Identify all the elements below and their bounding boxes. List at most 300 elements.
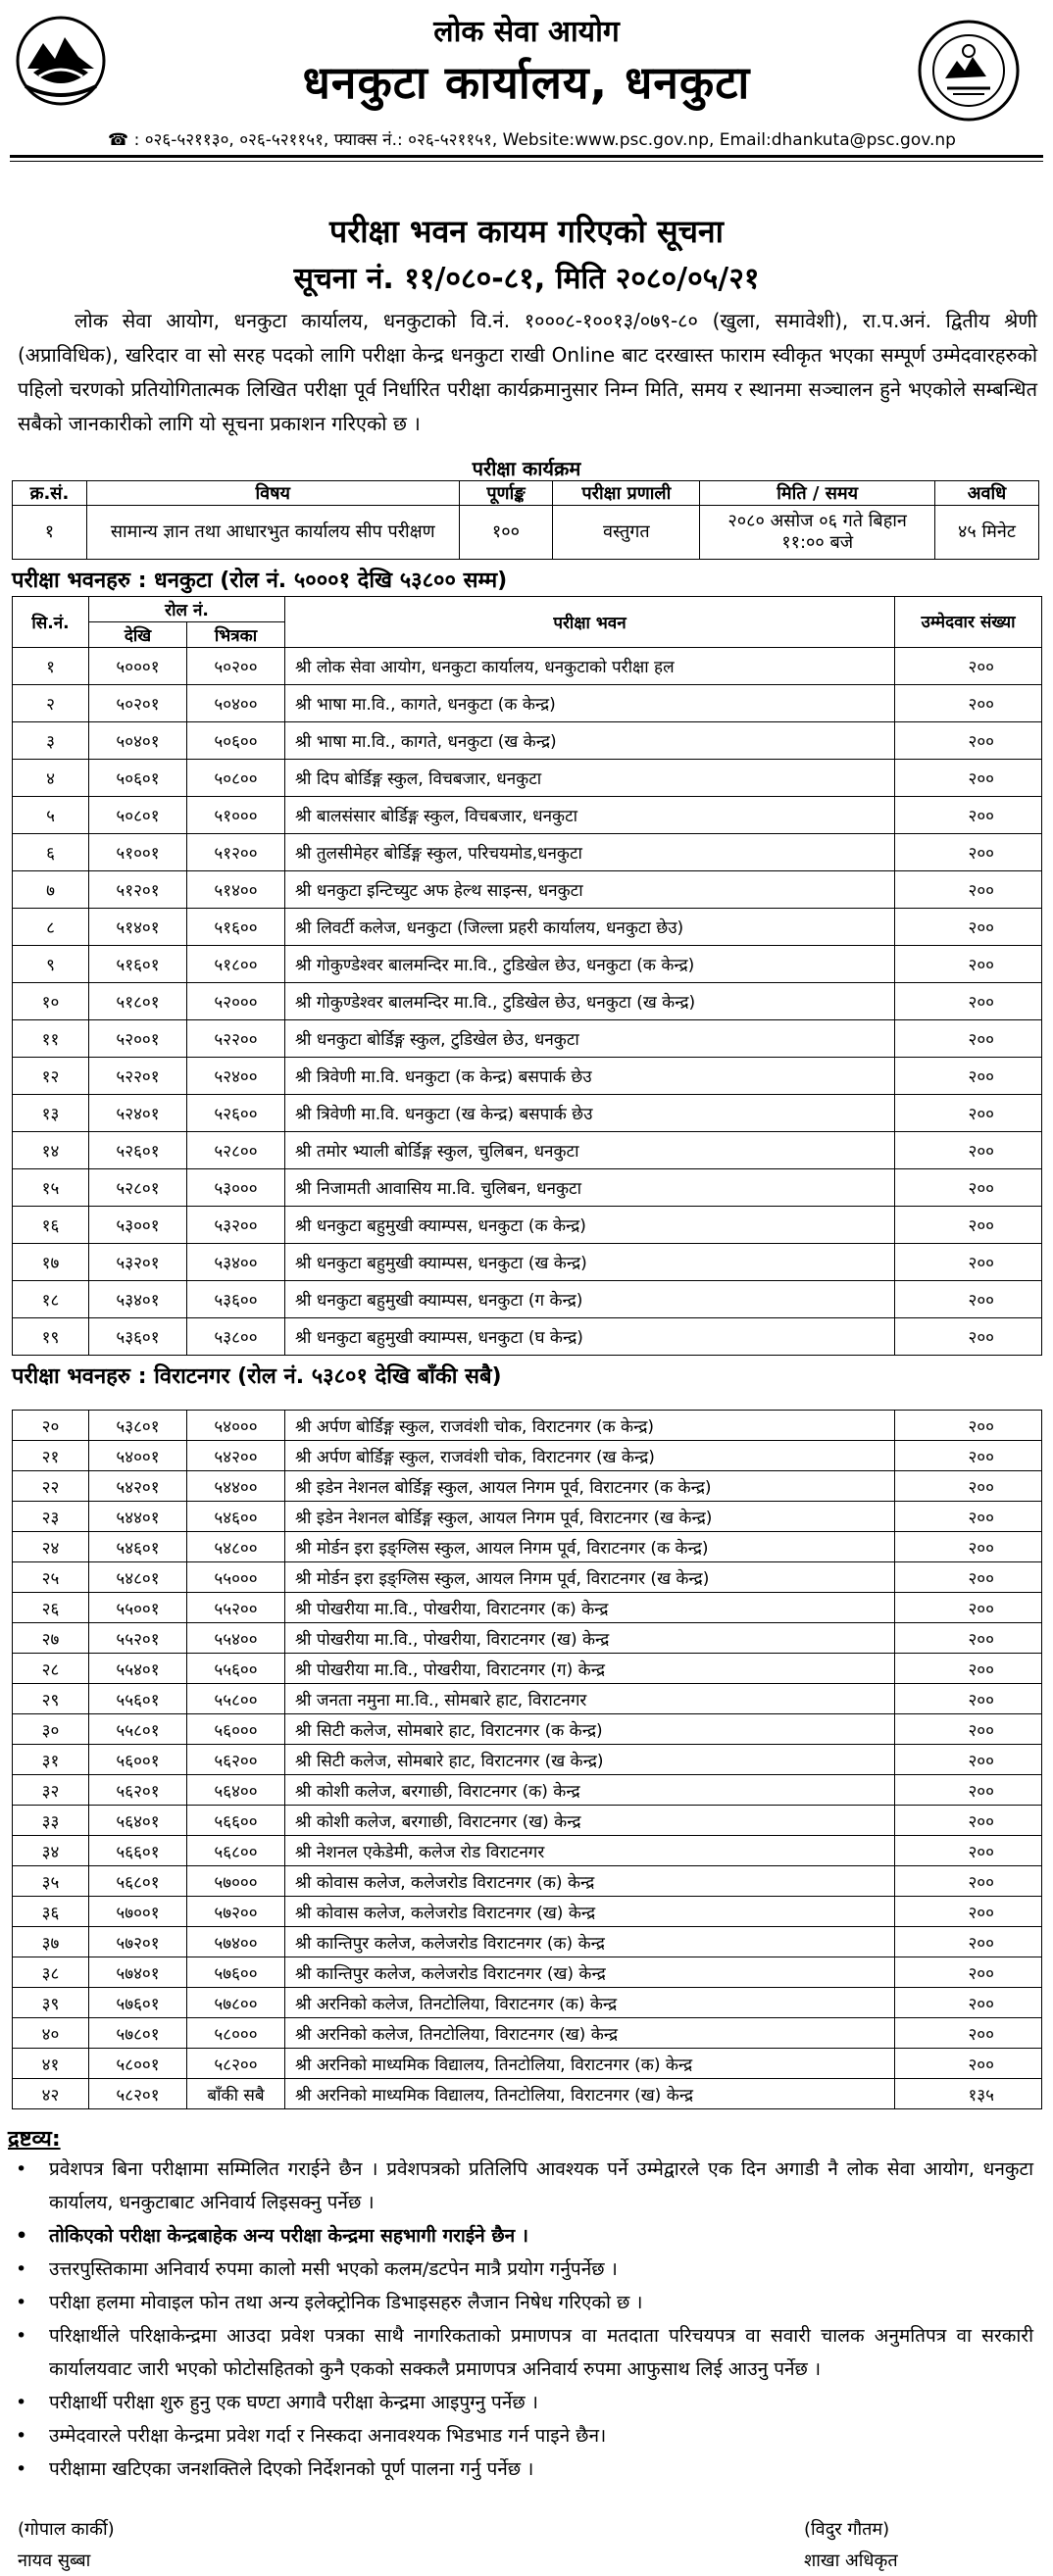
row-hall-name: श्री बालसंसार बोर्डिङ्ग स्कुल, विचबजार, धनकुटा: [285, 797, 895, 834]
row-roll-from: ५४००१: [89, 1441, 187, 1471]
schedule-sn: १: [13, 506, 87, 560]
table-row: [13, 871, 1042, 909]
row-roll-from: ५७८०१: [89, 2018, 187, 2049]
row-roll-to: ५७४००: [187, 1927, 285, 1957]
header-to: भित्रका: [187, 622, 285, 648]
row-candidate-count: २००: [895, 722, 1042, 760]
schedule-header-sn: क्र.सं.: [13, 481, 87, 506]
row-sn: १३: [13, 1095, 89, 1132]
row-roll-to: ५६६००: [187, 1806, 285, 1836]
row-roll-to: ५१८००: [187, 946, 285, 983]
row-roll-from: ५२८०१: [89, 1169, 187, 1207]
row-sn: ४२: [13, 2079, 89, 2109]
row-hall-name: श्री भाषा मा.वि., कागते, धनकुटा (ख केन्द्र): [285, 722, 895, 760]
note-item: • परीक्षामा खटिएका जनशक्तिले दिएको निर्देशनको पूर्ण पालना गर्नु पर्नेछ ।: [10, 2452, 1033, 2486]
signatory-right-name: (विदुर गौतम): [804, 2519, 890, 2540]
row-hall-name: श्री अरनिको माध्यमिक विद्यालय, तिनटोलिया, विराटनगर (ख) केन्द्र: [285, 2079, 895, 2109]
row-roll-to: ५१२००: [187, 834, 285, 871]
row-hall-name: श्री जनता नमुना मा.वि., सोमबारे हाट, विराटनगर: [285, 1684, 895, 1714]
row-hall-name: श्री मोर्डन इरा इङ्ग्लिस स्कुल, आयल निगम पूर्व, विराटनगर (ख केन्द्र): [285, 1562, 895, 1593]
row-roll-from: ५५४०१: [89, 1654, 187, 1684]
signatory-left-title: नायव सुब्बा: [18, 2551, 91, 2571]
table-row: [13, 946, 1042, 983]
row-roll-to: ५२२००: [187, 1020, 285, 1058]
row-roll-from: ५६६०१: [89, 1836, 187, 1866]
table-row: [13, 1441, 1042, 1471]
row-hall-name: श्री लिवर्टी कलेज, धनकुटा (जिल्ला प्रहरी कार्यालय, धनकुटा छेउ): [285, 909, 895, 946]
table-row: [13, 2079, 1042, 2109]
row-candidate-count: २००: [895, 648, 1042, 685]
row-candidate-count: २००: [895, 1684, 1042, 1714]
section-biratnagar-title: परीक्षा भवनहरु : विराटनगर (रोल नं. ५३८०१ देखि बाँकी सबै): [12, 1364, 502, 1389]
row-hall-name: श्री इडेन नेशनल बोर्डिङ्ग स्कुल, आयल निगम पूर्व, विराटनगर (क केन्द्र): [285, 1471, 895, 1502]
table-row: [13, 722, 1042, 760]
row-candidate-count: २००: [895, 1169, 1042, 1207]
row-roll-to: ५६४००: [187, 1775, 285, 1806]
header-sn: सि.नं.: [13, 597, 89, 648]
row-candidate-count: २००: [895, 946, 1042, 983]
row-roll-to: ५३४००: [187, 1244, 285, 1281]
header-roll: रोल नं.: [89, 597, 285, 622]
table-row: [13, 1714, 1042, 1745]
row-roll-from: ५७२०१: [89, 1927, 187, 1957]
table-row: [13, 1745, 1042, 1775]
row-hall-name: श्री धनकुटा बहुमुखी क्याम्पस, धनकुटा (घ केन्द्र): [285, 1318, 895, 1356]
row-roll-from: ५२२०१: [89, 1058, 187, 1095]
row-sn: ४०: [13, 2018, 89, 2049]
row-hall-name: श्री अर्पण बोर्डिङ्ग स्कुल, राजवंशी चोक, विराटनगर (क केन्द्र): [285, 1411, 895, 1441]
row-hall-name: श्री धनकुटा बहुमुखी क्याम्पस, धनकुटा (ख केन्द्र): [285, 1244, 895, 1281]
row-sn: १: [13, 648, 89, 685]
row-candidate-count: २००: [895, 685, 1042, 722]
row-candidate-count: २००: [895, 1927, 1042, 1957]
table-row: [13, 2049, 1042, 2079]
table-row: [13, 648, 1042, 685]
row-roll-from: ५४२०१: [89, 1471, 187, 1502]
row-hall-name: श्री कान्तिपुर कलेज, कलेजरोड विराटनगर (ख) केन्द्र: [285, 1957, 895, 1988]
row-roll-from: ५१००१: [89, 834, 187, 871]
row-roll-to: ५७८००: [187, 1988, 285, 2018]
row-roll-from: ५५२०१: [89, 1623, 187, 1654]
bullet-icon: •: [16, 2258, 27, 2280]
row-candidate-count: २००: [895, 1471, 1042, 1502]
row-hall-name: श्री धनकुटा इन्टिच्युट अफ हेल्थ साइन्स, धनकुटा: [285, 871, 895, 909]
row-sn: २४: [13, 1532, 89, 1562]
row-sn: ७: [13, 871, 89, 909]
table-row: [13, 1244, 1042, 1281]
row-roll-from: ५०४०१: [89, 722, 187, 760]
row-roll-from: ५१८०१: [89, 983, 187, 1020]
row-sn: २०: [13, 1411, 89, 1441]
table-row: [13, 1411, 1042, 1441]
row-hall-name: श्री लोक सेवा आयोग, धनकुटा कार्यालय, धनकुटाको परीक्षा हल: [285, 648, 895, 685]
row-sn: ४: [13, 760, 89, 797]
schedule-row: [13, 506, 1039, 560]
row-roll-to: ५०६००: [187, 722, 285, 760]
table-row: [13, 1532, 1042, 1562]
row-hall-name: श्री कोशी कलेज, बरगाछी, विराटनगर (ख) केन्द्र: [285, 1806, 895, 1836]
note-item: • तोकिएको परीक्षा केन्द्रबाहेक अन्य परीक्षा केन्द्रमा सहभागी गराईने छैन ।: [10, 2219, 1033, 2253]
row-roll-to: ५१४००: [187, 871, 285, 909]
row-roll-to: ५७६००: [187, 1957, 285, 1988]
table-row: [13, 1836, 1042, 1866]
table-row: [13, 1623, 1042, 1654]
table-row: [13, 797, 1042, 834]
row-candidate-count: २००: [895, 1957, 1042, 1988]
row-candidate-count: २००: [895, 1318, 1042, 1356]
row-roll-from: ५३२०१: [89, 1244, 187, 1281]
schedule-header-marks: पूर्णाङ्क: [459, 481, 553, 506]
row-sn: २७: [13, 1623, 89, 1654]
notice-title: परीक्षा भवन कायम गरिएको सूचना: [329, 213, 724, 250]
row-hall-name: श्री कोवास कलेज, कलेजरोड विराटनगर (क) केन्द्र: [285, 1866, 895, 1897]
bullet-icon: •: [16, 2425, 27, 2447]
row-roll-to: ५१६००: [187, 909, 285, 946]
row-roll-to: ५४२००: [187, 1441, 285, 1471]
row-sn: २५: [13, 1562, 89, 1593]
row-roll-to: बाँकी सबै: [187, 2079, 285, 2109]
row-roll-from: ५८२०१: [89, 2079, 187, 2109]
row-hall-name: श्री तमोर भ्याली बोर्डिङ्ग स्कुल, चुलिबन, धनकुटा: [285, 1132, 895, 1169]
schedule-header-subject: विषय: [86, 481, 459, 506]
row-roll-from: ५२६०१: [89, 1132, 187, 1169]
table-row: [13, 1927, 1042, 1957]
row-hall-name: श्री कान्तिपुर कलेज, कलेजरोड विराटनगर (क) केन्द्र: [285, 1927, 895, 1957]
schedule-header-duration: अवधि: [935, 481, 1039, 506]
row-candidate-count: २००: [895, 1058, 1042, 1095]
row-candidate-count: २००: [895, 1897, 1042, 1927]
row-roll-from: ५०६०१: [89, 760, 187, 797]
row-roll-from: ५३६०१: [89, 1318, 187, 1356]
table-row: [13, 1132, 1042, 1169]
schedule-header-row: [13, 481, 1039, 506]
row-sn: ३१: [13, 1745, 89, 1775]
table-row: [13, 1957, 1042, 1988]
schedule-header-system: परीक्षा प्रणाली: [553, 481, 700, 506]
row-sn: १०: [13, 983, 89, 1020]
row-candidate-count: २००: [895, 1623, 1042, 1654]
row-hall-name: श्री त्रिवेणी मा.वि. धनकुटा (ख केन्द्र) बसपार्क छेउ: [285, 1095, 895, 1132]
table-row: [13, 1654, 1042, 1684]
section-dhankuta-title: परीक्षा भवनहरु : धनकुटा (रोल नं. ५०००१ देखि ५३८०० सम्म): [12, 569, 508, 593]
row-candidate-count: २००: [895, 1775, 1042, 1806]
row-roll-from: ५०२०१: [89, 685, 187, 722]
row-candidate-count: २००: [895, 2018, 1042, 2049]
row-sn: ३: [13, 722, 89, 760]
row-roll-to: ५५२००: [187, 1593, 285, 1623]
row-sn: १६: [13, 1207, 89, 1244]
row-roll-from: ५५८०१: [89, 1714, 187, 1745]
row-roll-from: ५१४०१: [89, 909, 187, 946]
note-item: • उम्मेदवारले परीक्षा केन्द्रमा प्रवेश गर्दा र निस्कदा अनावश्यक भिडभाड गर्न पाइने छैन।: [10, 2419, 1033, 2452]
row-candidate-count: २००: [895, 1095, 1042, 1132]
row-sn: ५: [13, 797, 89, 834]
row-roll-to: ५३६००: [187, 1281, 285, 1318]
row-sn: ४१: [13, 2049, 89, 2079]
table-row: [13, 1095, 1042, 1132]
notice-intro: लोक सेवा आयोग, धनकुटा कार्यालय, धनकुटाको वि.नं. १०००८-१००१३/०७९-८० (खुला, समावेशी), रा.प.अनं. द्वितीय श्रेणी (अप्राविधिक), खरिदार वा सो सरह पदको लागि परीक्षा केन्द्र धनकुटा राखी Online बाट दरखास्त फाराम स्वीकृत भएका सम्पूर्ण उम्मेदवारहरुको पहिलो चरणको प्रतियोगितात्मक लिखित परीक्षा पूर्व निर्धारित परीक्षा कार्यक्रमानुसार निम्न मिति, समय र स्थानमा सञ्चालन हुने भएकोले सम्बन्धित सबैको जानकारीको लागि यो सूचना प्रकाशन गरिएको छ ।: [18, 309, 1037, 435]
row-candidate-count: २००: [895, 1244, 1042, 1281]
row-sn: ८: [13, 909, 89, 946]
table-row: [13, 1502, 1042, 1532]
row-roll-to: ५८२००: [187, 2049, 285, 2079]
note-item: • उत्तरपुस्तिकामा अनिवार्य रुपमा कालो मसी भएको कलम/डटपेन मात्रै प्रयोग गर्नुपर्नेछ ।: [10, 2253, 1033, 2286]
row-hall-name: श्री धनकुटा बोर्डिङ्ग स्कुल, टुडिखेल छेउ, धनकुटा: [285, 1020, 895, 1058]
header-from: देखि: [89, 622, 187, 648]
row-hall-name: श्री सिटी कलेज, सोमबारे हाट, विराटनगर (क केन्द्र): [285, 1714, 895, 1745]
table-row: [13, 1169, 1042, 1207]
header-divider: [10, 155, 1043, 158]
bullet-icon: •: [16, 2325, 27, 2347]
row-candidate-count: २००: [895, 1281, 1042, 1318]
header-hall: परीक्षा भवन: [285, 597, 895, 648]
row-roll-from: ५७४०१: [89, 1957, 187, 1988]
bullet-icon: •: [16, 2225, 28, 2247]
schedule-duration: ४५ मिनेट: [935, 506, 1039, 560]
table-row: [13, 834, 1042, 871]
row-roll-to: ५३०००: [187, 1169, 285, 1207]
row-sn: १८: [13, 1281, 89, 1318]
row-roll-to: ५५०००: [187, 1562, 285, 1593]
note-item: • परीक्षार्थी परीक्षा शुरु हुनु एक घण्टा अगावै परीक्षा केन्द्रमा आइपुग्नु पर्नेछ ।: [10, 2386, 1033, 2419]
row-hall-name: श्री गोकुण्डेश्वर बालमन्दिर मा.वि., टुडिखेल छेउ, धनकुटा (ख केन्द्र): [285, 983, 895, 1020]
row-sn: १९: [13, 1318, 89, 1356]
row-candidate-count: २००: [895, 909, 1042, 946]
row-hall-name: श्री मोर्डन इरा इङ्ग्लिस स्कुल, आयल निगम पूर्व, विराटनगर (क केन्द्र): [285, 1532, 895, 1562]
row-roll-to: ५४८००: [187, 1532, 285, 1562]
dhankuta-halls-table: [12, 596, 1042, 1356]
row-hall-name: श्री पोखरीया मा.वि., पोखरीया, विराटनगर (ग) केन्द्र: [285, 1654, 895, 1684]
notes-list: [10, 2153, 1033, 2486]
row-candidate-count: २००: [895, 1593, 1042, 1623]
row-sn: ३०: [13, 1714, 89, 1745]
row-sn: २२: [13, 1471, 89, 1502]
office-name: धनकुटा कार्यालय, धनकुटा: [302, 56, 751, 109]
row-candidate-count: २००: [895, 834, 1042, 871]
row-hall-name: श्री नेशनल एकेडेमी, कलेज रोड विराटनगर: [285, 1836, 895, 1866]
header-count: उम्मेदवार संख्या: [895, 597, 1042, 648]
table-row: [13, 1471, 1042, 1502]
row-roll-from: ५६८०१: [89, 1866, 187, 1897]
row-sn: ९: [13, 946, 89, 983]
row-roll-to: ५५८००: [187, 1684, 285, 1714]
row-hall-name: श्री तुलसीमेहर बोर्डिङ्ग स्कुल, परिचयमोड,धनकुटा: [285, 834, 895, 871]
table-row: [13, 2018, 1042, 2049]
row-roll-to: ५२४००: [187, 1058, 285, 1095]
row-candidate-count: २००: [895, 1836, 1042, 1866]
row-roll-from: ५३००१: [89, 1207, 187, 1244]
schedule-title: परीक्षा कार्यक्रम: [472, 457, 581, 480]
row-roll-to: ५४६००: [187, 1502, 285, 1532]
row-candidate-count: २००: [895, 1411, 1042, 1441]
row-sn: ३९: [13, 1988, 89, 2018]
biratnagar-halls-table: [12, 1410, 1042, 2109]
row-roll-to: ५२०००: [187, 983, 285, 1020]
table-row: [13, 1058, 1042, 1095]
signatory-right-title: शाखा अधिकृत: [804, 2551, 898, 2571]
note-item: • प्रवेशपत्र बिना परीक्षामा सम्मिलित गराईने छैन । प्रवेशपत्रको प्रतिलिपि आवश्यक पर्ने उम्मेद्वारले एक दिन अगाडी नै लोक सेवा आयोग, धनकुटा कार्यालय, धनकुटाबाट अनिवार्य लिइसक्नु पर्नेछ ।: [10, 2153, 1033, 2219]
row-sn: ३२: [13, 1775, 89, 1806]
row-candidate-count: २००: [895, 797, 1042, 834]
table-row: [13, 1020, 1042, 1058]
row-sn: ११: [13, 1020, 89, 1058]
row-candidate-count: १३५: [895, 2079, 1042, 2109]
row-roll-from: ५६४०१: [89, 1806, 187, 1836]
row-hall-name: श्री धनकुटा बहुमुखी क्याम्पस, धनकुटा (क केन्द्र): [285, 1207, 895, 1244]
row-hall-name: श्री दिप बोर्डिङ्ग स्कुल, विचबजार, धनकुटा: [285, 760, 895, 797]
row-roll-from: ५१२०१: [89, 871, 187, 909]
note-item: • परिक्षार्थीले परिक्षाकेन्द्रमा आउदा प्रवेश पत्रका साथै नागरिकताको प्रमाणपत्र वा मतदाता परिचयपत्र वा सवारी चालक अनुमतिपत्र वा सरकारी कार्यालयवाट जारी भएको फोटोसहितको कुनै एकको सक्कलै प्रमाणपत्र अनिवार्य रुपमा आफुसाथ लिई आउनु पर्नेछ ।: [10, 2319, 1033, 2386]
bullet-icon: •: [16, 2292, 27, 2313]
bullet-icon: •: [16, 2458, 27, 2480]
row-candidate-count: २००: [895, 760, 1042, 797]
row-candidate-count: २००: [895, 1866, 1042, 1897]
row-sn: २८: [13, 1654, 89, 1684]
row-hall-name: श्री अरनिको माध्यमिक विद्यालय, तिनटोलिया, विराटनगर (क) केन्द्र: [285, 2049, 895, 2079]
row-sn: १५: [13, 1169, 89, 1207]
table-row: [13, 760, 1042, 797]
row-roll-from: ५४६०१: [89, 1532, 187, 1562]
row-roll-from: ५३४०१: [89, 1281, 187, 1318]
row-candidate-count: २००: [895, 1132, 1042, 1169]
table-row: [13, 983, 1042, 1020]
row-candidate-count: २००: [895, 871, 1042, 909]
notice-number: सूचना नं. ११/०८०-८१, मिति २०८०/०५/२१: [293, 262, 760, 296]
schedule-system: वस्तुगत: [553, 506, 700, 560]
row-hall-name: श्री गोकुण्डेश्वर बालमन्दिर मा.वि., टुडिखेल छेउ, धनकुटा (क केन्द्र): [285, 946, 895, 983]
row-sn: २: [13, 685, 89, 722]
row-roll-from: ५०८०१: [89, 797, 187, 834]
row-sn: ३७: [13, 1927, 89, 1957]
row-hall-name: श्री निजामती आवासिय मा.वि. चुलिबन, धनकुटा: [285, 1169, 895, 1207]
row-roll-from: ५७००१: [89, 1897, 187, 1927]
row-roll-to: ५२८००: [187, 1132, 285, 1169]
contact-line: ☎ : ०२६-५२११३०, ०२६-५२११५१, फ्याक्स नं.: ०२६-५२११५१, Website:www.psc.gov.np, Email:dhankuta@psc.gov.np: [108, 130, 956, 150]
row-roll-from: ५४८०१: [89, 1562, 187, 1593]
row-roll-from: ५२४०१: [89, 1095, 187, 1132]
row-roll-to: ५३२००: [187, 1207, 285, 1244]
table-row: [13, 1562, 1042, 1593]
row-roll-to: ५६०००: [187, 1714, 285, 1745]
row-sn: ३५: [13, 1866, 89, 1897]
table-row: [13, 1593, 1042, 1623]
table-row: [13, 909, 1042, 946]
row-roll-from: ५१६०१: [89, 946, 187, 983]
row-candidate-count: २००: [895, 1502, 1042, 1532]
row-roll-to: ५५६००: [187, 1654, 285, 1684]
row-sn: ३६: [13, 1897, 89, 1927]
bullet-icon: •: [16, 2392, 27, 2413]
table-row: [13, 1897, 1042, 1927]
row-roll-to: ५६८००: [187, 1836, 285, 1866]
row-sn: १४: [13, 1132, 89, 1169]
row-roll-to: ५७०००: [187, 1866, 285, 1897]
row-hall-name: श्री अरनिको कलेज, तिनटोलिया, विराटनगर (ख) केन्द्र: [285, 2018, 895, 2049]
row-hall-name: श्री अर्पण बोर्डिङ्ग स्कुल, राजवंशी चोक, विराटनगर (ख केन्द्र): [285, 1441, 895, 1471]
table-row: [13, 1281, 1042, 1318]
row-candidate-count: २००: [895, 1532, 1042, 1562]
row-sn: २९: [13, 1684, 89, 1714]
row-roll-from: ५४४०१: [89, 1502, 187, 1532]
header-divider-thin: [10, 161, 1043, 162]
bullet-icon: •: [16, 2158, 27, 2180]
row-roll-to: ५०४००: [187, 685, 285, 722]
row-candidate-count: २००: [895, 1562, 1042, 1593]
row-hall-name: श्री धनकुटा बहुमुखी क्याम्पस, धनकुटा (ग केन्द्र): [285, 1281, 895, 1318]
row-roll-to: ५६२००: [187, 1745, 285, 1775]
row-sn: ६: [13, 834, 89, 871]
row-candidate-count: २००: [895, 983, 1042, 1020]
row-hall-name: श्री कोवास कलेज, कलेजरोड विराटनगर (ख) केन्द्र: [285, 1897, 895, 1927]
schedule-subject: सामान्य ज्ञान तथा आधारभुत कार्यालय सीप परीक्षण: [86, 506, 459, 560]
row-hall-name: श्री कोशी कलेज, बरगाछी, विराटनगर (क) केन्द्र: [285, 1775, 895, 1806]
row-hall-name: श्री सिटी कलेज, सोमबारे हाट, विराटनगर (ख केन्द्र): [285, 1745, 895, 1775]
row-roll-to: ५४०००: [187, 1411, 285, 1441]
row-candidate-count: २००: [895, 1207, 1042, 1244]
row-candidate-count: २००: [895, 2049, 1042, 2079]
row-roll-from: ५५६०१: [89, 1684, 187, 1714]
table-row: [13, 1866, 1042, 1897]
schedule-table: [12, 480, 1039, 560]
row-roll-to: ५४४००: [187, 1471, 285, 1502]
row-sn: ३४: [13, 1836, 89, 1866]
row-hall-name: श्री पोखरीया मा.वि., पोखरीया, विराटनगर (क) केन्द्र: [285, 1593, 895, 1623]
row-hall-name: श्री त्रिवेणी मा.वि. धनकुटा (क केन्द्र) बसपार्क छेउ: [285, 1058, 895, 1095]
schedule-datetime: २०८० असोज ०६ गते बिहान ११:०० बजे: [700, 506, 935, 560]
row-roll-to: ५७२००: [187, 1897, 285, 1927]
row-sn: २६: [13, 1593, 89, 1623]
signatory-left-name: (गोपाल कार्की): [18, 2519, 115, 2540]
row-hall-name: श्री भाषा मा.वि., कागते, धनकुटा (क केन्द्र): [285, 685, 895, 722]
row-roll-to: ५२६००: [187, 1095, 285, 1132]
table-row: [13, 1988, 1042, 2018]
schedule-full-marks: १००: [459, 506, 553, 560]
row-roll-from: ५३८०१: [89, 1411, 187, 1441]
row-candidate-count: २००: [895, 1745, 1042, 1775]
row-roll-to: ५०२००: [187, 648, 285, 685]
note-item: • परीक्षा हलमा मोवाइल फोन तथा अन्य इलेक्ट्रोनिक डिभाइसहरु लैजान निषेध गरिएको छ ।: [10, 2286, 1033, 2319]
notes-title: द्रष्टव्य:: [8, 2127, 61, 2152]
row-candidate-count: २००: [895, 1714, 1042, 1745]
row-roll-from: ५५००१: [89, 1593, 187, 1623]
row-sn: १७: [13, 1244, 89, 1281]
row-roll-to: ५०८००: [187, 760, 285, 797]
row-sn: २१: [13, 1441, 89, 1471]
row-roll-to: ५५४००: [187, 1623, 285, 1654]
organization-name: लोक सेवा आयोग: [433, 15, 620, 49]
row-candidate-count: २००: [895, 1988, 1042, 2018]
row-sn: ३३: [13, 1806, 89, 1836]
table-row: [13, 1684, 1042, 1714]
table-row: [13, 1775, 1042, 1806]
row-roll-from: ५२००१: [89, 1020, 187, 1058]
row-sn: १२: [13, 1058, 89, 1095]
row-candidate-count: २००: [895, 1020, 1042, 1058]
row-roll-to: ५१०००: [187, 797, 285, 834]
table-row: [13, 1806, 1042, 1836]
row-hall-name: श्री अरनिको कलेज, तिनटोलिया, विराटनगर (क) केन्द्र: [285, 1988, 895, 2018]
row-hall-name: श्री इडेन नेशनल बोर्डिङ्ग स्कुल, आयल निगम पूर्व, विराटनगर (ख केन्द्र): [285, 1502, 895, 1532]
row-roll-from: ५०००१: [89, 648, 187, 685]
row-sn: ३८: [13, 1957, 89, 1988]
schedule-header-datetime: मिति / समय: [700, 481, 935, 506]
table-row: [13, 1207, 1042, 1244]
table-row: [13, 1318, 1042, 1356]
row-candidate-count: २००: [895, 1654, 1042, 1684]
hall-header-row: [13, 597, 1042, 622]
row-candidate-count: २००: [895, 1806, 1042, 1836]
table-row: [13, 685, 1042, 722]
